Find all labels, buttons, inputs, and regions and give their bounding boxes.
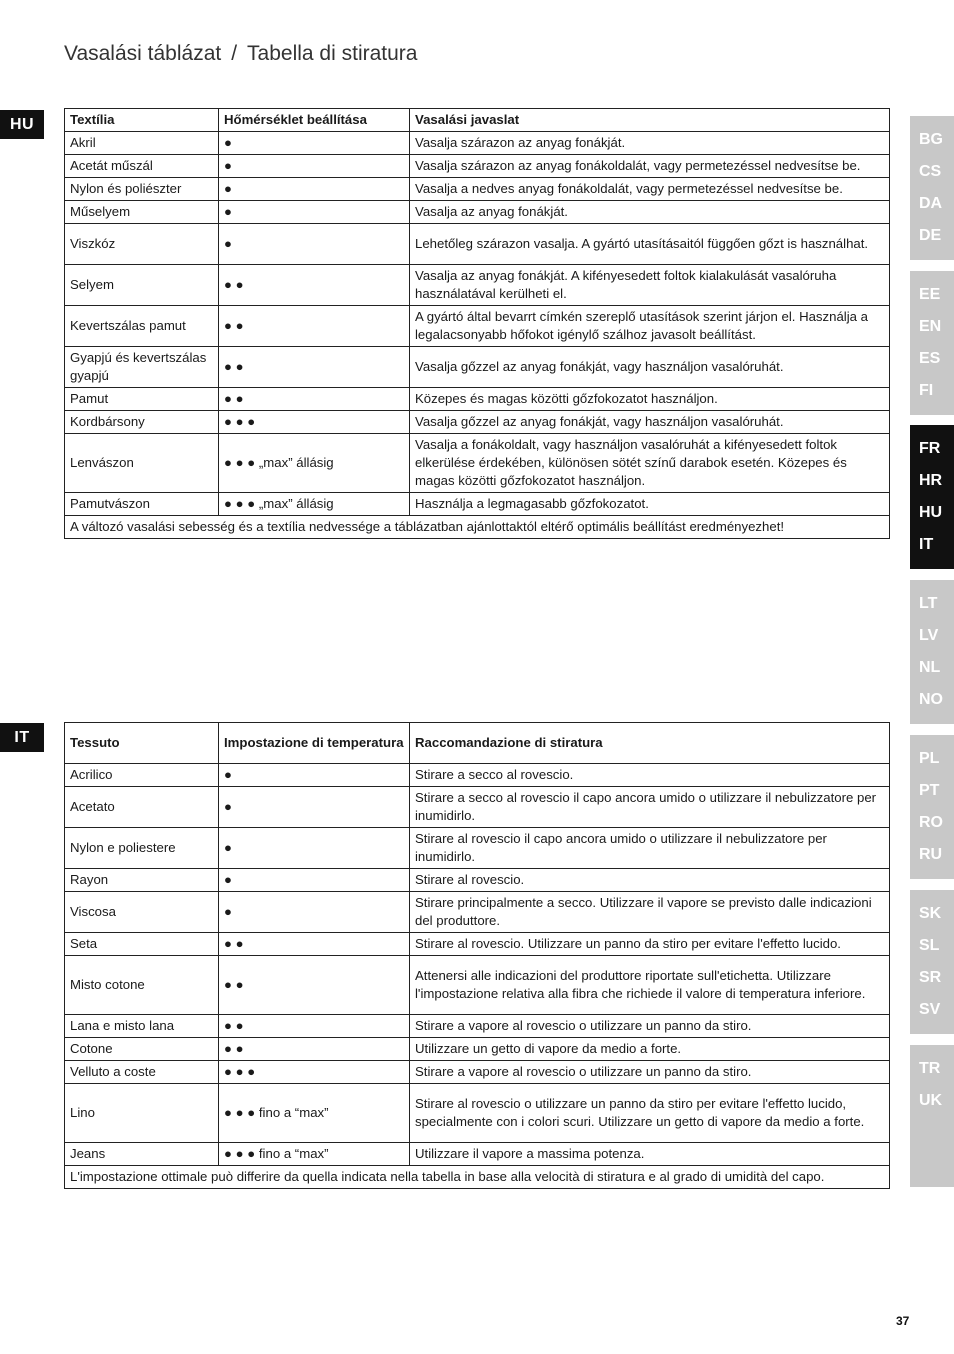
language-link-da[interactable]: DA (919, 195, 943, 212)
temperature-cell: ● (219, 892, 410, 933)
table-row (65, 1038, 890, 1061)
temperature-cell: ● ● (219, 1015, 410, 1038)
temperature-cell: ● ● (219, 1038, 410, 1061)
language-link-sk[interactable]: SK (919, 905, 942, 922)
table-row (65, 1084, 890, 1143)
language-link-cs[interactable]: CS (919, 163, 942, 180)
fabric-cell: Gyapjú és kevertszálas gyapjú (65, 347, 219, 388)
recommendation-cell: Vasalja szárazon az anyag fonákoldalát, vagy permetezéssel nedvesítse be. (410, 155, 890, 178)
temperature-cell: ● ● (219, 265, 410, 306)
table-row (65, 265, 890, 306)
temperature-cell: ● ● ● „max” állásig (219, 493, 410, 516)
title-hu: Vasalási táblázat (64, 42, 222, 65)
table-row (65, 892, 890, 933)
recommendation-cell: Stirare a vapore al rovescio o utilizzare un panno da stiro. (410, 1015, 890, 1038)
temperature-cell: ● ● ● „max” állásig (219, 434, 410, 493)
language-link-bg[interactable]: BG (919, 131, 943, 148)
fabric-cell: Kevertszálas pamut (65, 306, 219, 347)
language-link-fr[interactable]: FR (919, 440, 941, 457)
language-group (910, 116, 954, 260)
table-row (65, 178, 890, 201)
recommendation-cell: Utilizzare il vapore a massima potenza. (410, 1143, 890, 1166)
fabric-cell: Lino (65, 1084, 219, 1143)
recommendation-cell: Stirare a secco al rovescio. (410, 764, 890, 787)
table-footnote: L'impostazione ottimale può differire da quella indicata nella tabella in base alla velocità di stiratura e al grado di umidità del capo. (65, 1166, 890, 1189)
ironing-table-hu (64, 108, 890, 539)
fabric-cell: Pamut (65, 388, 219, 411)
temperature-cell: ● (219, 201, 410, 224)
language-group (910, 1045, 954, 1187)
temperature-cell: ● ● (219, 347, 410, 388)
recommendation-cell: Stirare a secco al rovescio il capo ancora umido o utilizzare il nebulizzatore per inumidirlo. (410, 787, 890, 828)
recommendation-cell: Vasalja gőzzel az anyag fonákját, vagy használjon vasalóruhát. (410, 347, 890, 388)
fabric-cell: Lana e misto lana (65, 1015, 219, 1038)
fabric-cell: Rayon (65, 869, 219, 892)
fabric-cell: Jeans (65, 1143, 219, 1166)
language-link-en[interactable]: EN (919, 318, 942, 335)
language-link-sv[interactable]: SV (919, 1001, 941, 1018)
table-row (65, 411, 890, 434)
table-footnote: A változó vasalási sebesség és a textília nedvessége a táblázatban ajánlottaktól eltérő optimális beállítást eredményezhet! (65, 516, 890, 539)
fabric-cell: Akril (65, 132, 219, 155)
recommendation-cell: Attenersi alle indicazioni del produttore riportate sull'etichetta. Utilizzare l'impostazione relativa alla fibra che richiede il valore di temperatura inferiore. (410, 956, 890, 1015)
recommendation-cell: Stirare al rovescio. Utilizzare un panno da stiro per evitare l'effetto lucido. (410, 933, 890, 956)
fabric-cell: Műselyem (65, 201, 219, 224)
column-header: Raccomandazione di stiratura (410, 723, 890, 764)
table-row (65, 933, 890, 956)
temperature-cell: ● ● (219, 306, 410, 347)
fabric-cell: Lenvászon (65, 434, 219, 493)
language-link-tr[interactable]: TR (919, 1060, 941, 1077)
page-title (64, 42, 417, 66)
fabric-cell: Pamutvászon (65, 493, 219, 516)
language-link-hu[interactable]: HU (919, 504, 943, 521)
table-row (65, 224, 890, 265)
language-group (910, 271, 954, 415)
title-it: Tabella di stiratura (247, 42, 418, 65)
column-header: Hőmérséklet beállítása (219, 109, 410, 132)
language-link-fi[interactable]: FI (919, 382, 934, 399)
ironing-table-it (64, 722, 890, 1189)
temperature-cell: ● (219, 869, 410, 892)
recommendation-cell: Lehetőleg szárazon vasalja. A gyártó utasításaitól függően gőzt is használhat. (410, 224, 890, 265)
recommendation-cell: Vasalja az anyag fonákját. (410, 201, 890, 224)
table-row (65, 493, 890, 516)
temperature-cell: ● (219, 787, 410, 828)
fabric-cell: Viscosa (65, 892, 219, 933)
recommendation-cell: Használja a legmagasabb gőzfokozatot. (410, 493, 890, 516)
temperature-cell: ● (219, 224, 410, 265)
language-link-ee[interactable]: EE (919, 286, 941, 303)
temperature-cell: ● (219, 828, 410, 869)
temperature-cell: ● ● ● fino a “max” (219, 1084, 410, 1143)
language-group (910, 890, 954, 1034)
table-row (65, 956, 890, 1015)
language-link-it[interactable]: IT (919, 536, 934, 553)
language-group (910, 425, 954, 569)
language-link-lt[interactable]: LT (919, 595, 938, 612)
temperature-cell: ● ● (219, 933, 410, 956)
table-row (65, 388, 890, 411)
fabric-cell: Seta (65, 933, 219, 956)
recommendation-cell: Stirare al rovescio. (410, 869, 890, 892)
fabric-cell: Acetát műszál (65, 155, 219, 178)
language-link-no[interactable]: NO (919, 691, 943, 708)
column-header: Impostazione di temperatura (219, 723, 410, 764)
temperature-cell: ● ● (219, 956, 410, 1015)
recommendation-cell: Közepes és magas közötti gőzfokozatot használjon. (410, 388, 890, 411)
table-row (65, 201, 890, 224)
language-group (910, 735, 954, 879)
lang-tag-it: IT (0, 723, 44, 752)
recommendation-cell: Vasalja a nedves anyag fonákoldalát, vagy permetezéssel nedvesítse be. (410, 178, 890, 201)
column-header: Vasalási javaslat (410, 109, 890, 132)
language-link-pt[interactable]: PT (919, 782, 940, 799)
table-row (65, 155, 890, 178)
language-link-lv[interactable]: LV (919, 627, 939, 644)
language-link-pl[interactable]: PL (919, 750, 940, 767)
table-row (65, 828, 890, 869)
temperature-cell: ● ● ● (219, 411, 410, 434)
fabric-cell: Viszkóz (65, 224, 219, 265)
language-link-nl[interactable]: NL (919, 659, 941, 676)
fabric-cell: Cotone (65, 1038, 219, 1061)
table-row (65, 1061, 890, 1084)
temperature-cell: ● ● (219, 388, 410, 411)
column-header: Tessuto (65, 723, 219, 764)
temperature-cell: ● ● ● fino a “max” (219, 1143, 410, 1166)
language-link-sr[interactable]: SR (919, 969, 942, 986)
language-group (910, 580, 954, 724)
fabric-cell: Kordbársony (65, 411, 219, 434)
temperature-cell: ● (219, 764, 410, 787)
recommendation-cell: Vasalja szárazon az anyag fonákját. (410, 132, 890, 155)
language-link-hr[interactable]: HR (919, 472, 943, 489)
table-header-row (65, 723, 890, 764)
language-link-de[interactable]: DE (919, 227, 942, 244)
recommendation-cell: Stirare al rovescio o utilizzare un panno da stiro per evitare l'effetto lucido, specialmente con i colori scuri. Utilizzare un getto di vapore da medio a forte. (410, 1084, 890, 1143)
table-row (65, 1015, 890, 1038)
language-link-uk[interactable]: UK (919, 1092, 943, 1109)
temperature-cell: ● (219, 132, 410, 155)
title-separator: / (231, 42, 238, 65)
language-link-sl[interactable]: SL (919, 937, 940, 954)
table-header-row (65, 109, 890, 132)
table-row (65, 434, 890, 493)
temperature-cell: ● ● ● (219, 1061, 410, 1084)
table-row (65, 787, 890, 828)
language-link-ru[interactable]: RU (919, 846, 943, 863)
table-row (65, 869, 890, 892)
fabric-cell: Acrilico (65, 764, 219, 787)
table-row (65, 764, 890, 787)
table-row (65, 306, 890, 347)
fabric-cell: Misto cotone (65, 956, 219, 1015)
recommendation-cell: Vasalja az anyag fonákját. A kifényesedett foltok kialakulását vasalóruha használatával kerülheti el. (410, 265, 890, 306)
page-number: 37 (896, 1314, 910, 1328)
table-row (65, 132, 890, 155)
recommendation-cell: Vasalja a fonákoldalt, vagy használjon vasalóruhát a kifényesedett foltok elkerülése érdekében, különösen sötét színű darabok esetén. Közepes és magas közötti gőzfokozatot használjon. (410, 434, 890, 493)
table-row (65, 1143, 890, 1166)
recommendation-cell: A gyártó által bevarrt címkén szereplő utasítások szerint járjon el. Használja a legalacsonyabb hőfokot igénylő szálhoz javasolt beállítást. (410, 306, 890, 347)
lang-tag-hu: HU (0, 110, 44, 139)
fabric-cell: Nylon e poliestere (65, 828, 219, 869)
fabric-cell: Nylon és poliészter (65, 178, 219, 201)
column-header: Textília (65, 109, 219, 132)
language-link-ro[interactable]: RO (919, 814, 943, 831)
temperature-cell: ● (219, 155, 410, 178)
fabric-cell: Velluto a coste (65, 1061, 219, 1084)
recommendation-cell: Stirare a vapore al rovescio o utilizzare un panno da stiro. (410, 1061, 890, 1084)
temperature-cell: ● (219, 178, 410, 201)
recommendation-cell: Stirare principalmente a secco. Utilizzare il vapore se previsto dalle indicazioni del produttore. (410, 892, 890, 933)
recommendation-cell: Vasalja gőzzel az anyag fonákját, vagy használjon vasalóruhát. (410, 411, 890, 434)
language-link-es[interactable]: ES (919, 350, 941, 367)
recommendation-cell: Stirare al rovescio il capo ancora umido o utilizzare il nebulizzatore per inumidirlo. (410, 828, 890, 869)
recommendation-cell: Utilizzare un getto di vapore da medio a forte. (410, 1038, 890, 1061)
fabric-cell: Selyem (65, 265, 219, 306)
table-row (65, 347, 890, 388)
fabric-cell: Acetato (65, 787, 219, 828)
